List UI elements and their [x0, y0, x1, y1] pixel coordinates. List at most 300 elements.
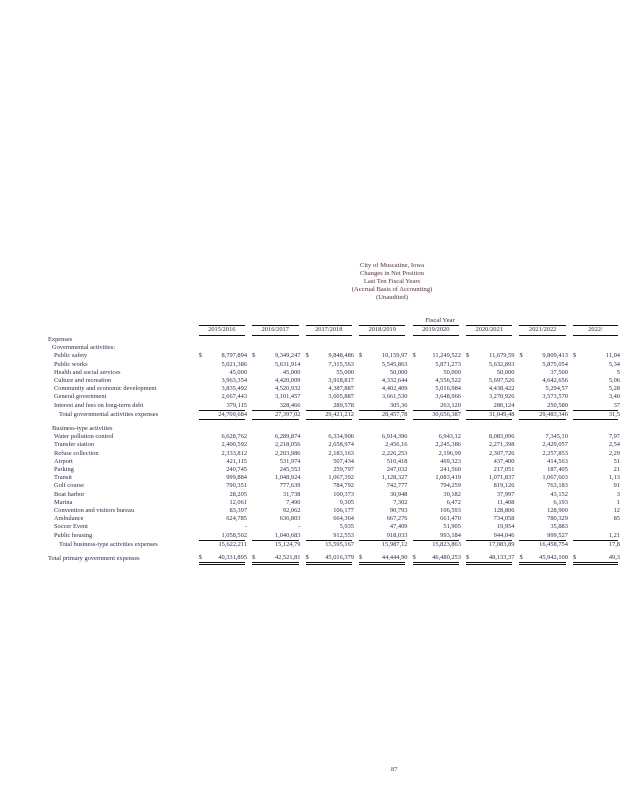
value: 9,848,486 [328, 352, 354, 360]
value-cell [519, 482, 568, 490]
value-cell [413, 515, 459, 523]
value-cell [573, 554, 618, 564]
value-cell [466, 474, 515, 482]
spacer [459, 425, 466, 433]
value-cell [359, 531, 408, 541]
value-cell [359, 490, 408, 499]
value-cell [359, 425, 405, 433]
row-label: Golf course [54, 482, 84, 490]
value-cell [252, 490, 301, 499]
row-label: Culture and recreation [54, 377, 112, 384]
value-cell [306, 540, 352, 549]
table-row [48, 377, 618, 385]
value-cell [573, 499, 618, 507]
value-cell [252, 336, 298, 345]
row-label: Ambulance [54, 515, 84, 523]
value: 784,792 [333, 482, 354, 490]
value: 421,115 [226, 457, 248, 465]
value-cell [573, 466, 618, 474]
value-cell [359, 401, 408, 411]
spacer [405, 425, 412, 433]
value: 328,466 [279, 401, 301, 409]
value-cell [573, 532, 618, 541]
value: 15,987,12 [381, 540, 408, 548]
value: 31,049,48 [488, 410, 515, 418]
value-cell [573, 425, 618, 433]
value-cell [252, 515, 301, 523]
value-cell [199, 490, 248, 499]
table-row [48, 352, 618, 360]
value: 3,648,966 [435, 393, 461, 401]
value: 2,658,974 [328, 441, 354, 449]
value: 1,067,603 [542, 474, 568, 482]
currency-symbol: $ [412, 352, 416, 360]
value: 2,183,163 [328, 449, 354, 457]
value-cell [519, 336, 565, 345]
value-cell [252, 410, 301, 419]
value-cell [306, 532, 352, 541]
value-cell [306, 554, 352, 564]
currency-symbol: $ [572, 352, 577, 360]
table-row [48, 507, 618, 515]
value-cell [466, 344, 512, 352]
spacer [566, 336, 573, 345]
value-cell [199, 410, 248, 419]
value-cell [306, 523, 352, 531]
value: 3,270,926 [488, 393, 515, 401]
value-cell [199, 425, 245, 433]
value-cell [306, 433, 352, 441]
value-cell [359, 344, 405, 352]
value-cell [199, 515, 248, 523]
value-cell [519, 498, 568, 507]
value-cell [413, 450, 459, 458]
value: 9,809,413 [542, 352, 568, 360]
value-cell [199, 498, 248, 507]
value-cell [413, 377, 459, 385]
value-cell [573, 402, 618, 411]
value-cell [519, 377, 568, 385]
year-header: 2018/2019 [359, 326, 405, 336]
value: 263,120 [440, 401, 461, 409]
value-cell [252, 507, 301, 515]
value-cell [466, 457, 515, 466]
value-cell [413, 385, 459, 393]
governmental-heading-row [48, 344, 618, 352]
report-title [292, 262, 492, 302]
value-cell [306, 361, 352, 369]
value-cell [519, 523, 568, 531]
row-label: Convention and visitors bureau [54, 507, 135, 515]
value-cell [252, 393, 301, 401]
spacer [566, 344, 573, 352]
value-cell [306, 450, 352, 458]
value-cell [306, 336, 352, 345]
value: 259,797 [333, 466, 354, 474]
value: 50,000 [389, 368, 408, 376]
currency-symbol: $ [519, 352, 523, 360]
value-cell [199, 368, 248, 377]
value-cell [199, 466, 248, 474]
value-cell [519, 433, 568, 441]
value-cell [306, 425, 352, 433]
value-cell [306, 482, 352, 490]
value-cell [466, 377, 515, 385]
value: 128,806 [493, 507, 515, 515]
value: 777,639 [279, 482, 301, 490]
value: 45,016,379 [325, 554, 354, 562]
value: 7,97 [608, 433, 620, 441]
expenses-heading: Expenses [48, 335, 73, 343]
value-cell [413, 433, 459, 441]
value: 4,438,422 [488, 385, 515, 393]
value-cell [413, 491, 459, 499]
value: 636,803 [279, 515, 301, 523]
row-label: General government [54, 393, 107, 401]
value: 19,954 [496, 523, 515, 531]
value: 15,124,79 [274, 540, 301, 548]
value-cell [359, 441, 408, 449]
value: 7,345,10 [545, 433, 568, 441]
value: 16,458,754 [539, 540, 568, 548]
value: 3,661,530 [381, 393, 408, 401]
value-cell [413, 466, 459, 474]
value-cell [252, 401, 301, 411]
value-cell [359, 336, 405, 345]
value-cell [413, 458, 459, 466]
business-heading: Business-type activities [52, 425, 113, 433]
spacer [459, 344, 466, 352]
business-total-row [48, 540, 618, 549]
value: 4,556,522 [435, 377, 461, 384]
value-cell [252, 554, 301, 564]
row-label: Transfer station [54, 441, 95, 449]
value-cell [306, 352, 352, 360]
value: 1,048,924 [274, 474, 301, 482]
value: 7,315,563 [328, 360, 354, 368]
row-label: Public housing [54, 531, 93, 539]
value-cell [359, 433, 408, 441]
value: 624,785 [226, 515, 248, 523]
value-cell [359, 377, 408, 385]
value-cell [573, 458, 618, 466]
value-cell [306, 441, 352, 449]
value-cell [199, 393, 248, 401]
expenses-heading-row [48, 336, 618, 345]
value-cell [573, 491, 618, 499]
value-cell [519, 466, 568, 474]
value: 240,745 [226, 466, 248, 474]
value-cell [252, 368, 301, 377]
table-row [48, 385, 618, 393]
value-cell [199, 474, 248, 482]
currency-symbol: $ [252, 352, 256, 360]
spacer [459, 336, 466, 345]
value: 1,040,683 [274, 531, 301, 539]
spacer [352, 425, 359, 433]
value-cell [252, 466, 301, 474]
value: - [298, 523, 301, 531]
row-label: Interest and fees on long-term debt [54, 401, 144, 409]
value-cell [252, 425, 298, 433]
value: 7,302 [393, 498, 408, 506]
value: 5,631,914 [274, 360, 301, 368]
value: 7,490 [286, 498, 301, 506]
spacer [566, 326, 573, 336]
value-cell [306, 458, 352, 466]
value-cell [466, 523, 515, 531]
value-cell [252, 498, 301, 507]
value-cell [573, 352, 618, 360]
value-cell [199, 433, 248, 441]
table-row [48, 491, 618, 499]
value: 28,457,78 [381, 410, 408, 418]
value: 21 [613, 466, 620, 474]
row-label: Water pollution control [54, 433, 114, 441]
value-cell [306, 385, 352, 393]
page-number: 87 [391, 766, 398, 773]
value: 2,429,057 [542, 441, 568, 449]
spacer [352, 326, 359, 336]
value: 2,400,592 [221, 441, 248, 449]
value-cell [359, 554, 408, 564]
value: 780,329 [547, 515, 568, 523]
value: 1,083,419 [435, 474, 461, 482]
spacer [405, 326, 412, 336]
table-row [48, 523, 618, 531]
expenses-table [48, 325, 618, 565]
title-period: Last Ten Fiscal Years [363, 278, 421, 285]
value-cell [413, 507, 459, 515]
value: 11,04 [605, 352, 620, 360]
spacer [512, 336, 519, 345]
value: 43,152 [550, 490, 568, 498]
value-cell [252, 474, 301, 482]
value: 5,34 [608, 360, 620, 368]
value: 9,305 [339, 498, 354, 506]
value-cell [252, 482, 301, 490]
value-cell [413, 482, 459, 490]
value: 742,777 [386, 482, 408, 490]
value: 50,000 [443, 368, 461, 376]
value: 3,40 [608, 393, 620, 401]
value: 17,083,89 [488, 540, 515, 548]
value-cell [573, 393, 618, 401]
value-cell [573, 433, 618, 441]
value-cell [519, 531, 568, 541]
value-cell [519, 425, 565, 433]
value: 50,000 [496, 368, 515, 376]
value-cell [466, 360, 515, 369]
value-cell [359, 523, 408, 531]
value-cell [573, 377, 618, 385]
value-cell [413, 441, 459, 449]
title-unaudited: (Unaudited) [376, 294, 408, 301]
value-cell [573, 482, 618, 490]
value: 507,434 [333, 457, 354, 465]
value-cell [466, 441, 515, 449]
value: 819,126 [493, 482, 515, 490]
value-cell [199, 385, 248, 393]
spacer [352, 344, 359, 352]
value: 2,333,812 [221, 449, 248, 457]
value-cell [199, 360, 248, 369]
value-cell [413, 554, 459, 564]
value-cell [573, 410, 618, 419]
value-cell [306, 499, 352, 507]
table-row [48, 361, 618, 369]
value: 4,642,656 [542, 377, 568, 384]
value: 763,183 [547, 482, 568, 490]
currency-symbol: $ [466, 554, 470, 562]
value-cell [466, 531, 515, 541]
spacer [459, 326, 466, 336]
value: 6,193 [553, 498, 568, 506]
value: 11,679,59 [489, 352, 515, 360]
value-cell [199, 531, 248, 541]
value: 5,294,57 [545, 385, 568, 393]
value: 2,226,253 [381, 449, 408, 457]
value: 918,033 [386, 531, 408, 539]
value-cell [573, 540, 618, 549]
value: 27,397,02 [274, 410, 301, 418]
value-cell [519, 352, 568, 360]
value-cell [519, 360, 568, 369]
value: 37,500 [550, 368, 568, 376]
value-cell [573, 450, 618, 458]
table-row [48, 441, 618, 449]
value: 128,900 [547, 507, 568, 515]
value-cell [252, 344, 298, 352]
value: 664,364 [333, 515, 354, 523]
value-cell [306, 410, 352, 419]
row-label: Refuse collection [54, 449, 99, 457]
year-header: 2016/2017 [252, 326, 298, 336]
value-cell [252, 352, 301, 360]
value: 29,421,212 [325, 410, 354, 418]
spacer [299, 326, 306, 336]
value-cell [413, 344, 459, 352]
value: 24,709,684 [218, 410, 248, 418]
value: 48,133,37 [488, 554, 515, 562]
year-header-row [48, 326, 618, 336]
row-label: Parking [54, 466, 74, 474]
value-cell [519, 507, 568, 515]
value: 85 [613, 515, 620, 523]
table-row [48, 450, 618, 458]
value: 11,249,522 [432, 352, 461, 360]
value-cell [359, 540, 408, 549]
value-cell [519, 441, 568, 449]
value: 6,628,762 [221, 433, 248, 441]
value-cell [466, 482, 515, 490]
row-label: Soccer Event [54, 523, 88, 531]
value: 5 [616, 368, 620, 376]
value: 510,418 [386, 457, 408, 465]
value: 91 [613, 482, 620, 490]
year-header: 2020/2021 [466, 326, 512, 336]
value: 2,245,386 [435, 441, 461, 449]
value: 1,128,327 [381, 474, 408, 482]
value: 1,067,392 [328, 474, 354, 482]
value-cell [359, 507, 408, 515]
value-cell [359, 474, 408, 482]
value: 217,051 [493, 466, 515, 474]
value: 46,480,253 [432, 554, 461, 562]
value-cell [359, 498, 408, 507]
value: 531,974 [279, 457, 301, 465]
spacer [299, 425, 306, 433]
value: 289,578 [333, 401, 354, 409]
value: 31,738 [282, 490, 301, 498]
value: 83,397 [229, 507, 248, 515]
value: 30,182 [443, 490, 461, 498]
row-label: Transit [54, 474, 72, 482]
value-cell [573, 523, 618, 531]
value: 100,373 [333, 490, 354, 498]
value: 187,405 [547, 466, 568, 474]
year-header: 2022/ [573, 326, 618, 336]
currency-symbol: $ [252, 554, 256, 562]
value-cell [199, 344, 245, 352]
value: 5,016,984 [435, 385, 461, 393]
value: 12,061 [229, 498, 248, 506]
value-cell [413, 499, 459, 507]
value: 2,456,16 [385, 441, 408, 449]
value-cell [306, 491, 352, 499]
value-cell [252, 449, 301, 458]
value-cell [466, 490, 515, 499]
value-cell [252, 457, 301, 466]
value-cell [413, 361, 459, 369]
value: 280,124 [493, 401, 515, 409]
value: 944,046 [493, 531, 515, 539]
year-header: 2019/2020 [413, 326, 459, 336]
spacer [566, 425, 573, 433]
year-header: 2021/2022 [519, 326, 565, 336]
total-label: Total primary government expenses [48, 554, 140, 562]
row-label: Public works [54, 360, 88, 368]
value-cell [519, 554, 568, 564]
value-cell [199, 507, 248, 515]
value: 55,000 [336, 368, 354, 376]
value-cell [306, 377, 352, 385]
value: 245,553 [279, 466, 301, 474]
table-row [48, 458, 618, 466]
value-cell [573, 474, 618, 482]
value-cell [466, 466, 515, 474]
value: 28,205 [229, 490, 248, 498]
currency-symbol: $ [412, 554, 416, 562]
row-label: Health and social services [54, 368, 121, 376]
value-cell [306, 369, 352, 377]
table-row [48, 393, 618, 401]
value: 3 [616, 490, 620, 498]
value-cell [413, 402, 459, 411]
value: 37,997 [496, 490, 515, 498]
value: 42,521,81 [274, 554, 301, 562]
value: 2,29 [608, 449, 620, 457]
value-cell [466, 385, 515, 393]
value: 2,196,99 [438, 449, 461, 457]
business-heading-row [48, 425, 618, 433]
value-cell [573, 344, 618, 352]
value-cell [413, 393, 459, 401]
spacer [299, 344, 306, 352]
value-cell [199, 336, 245, 345]
value-cell [519, 410, 568, 419]
total-label: Total business-type activities expenses [59, 540, 158, 548]
